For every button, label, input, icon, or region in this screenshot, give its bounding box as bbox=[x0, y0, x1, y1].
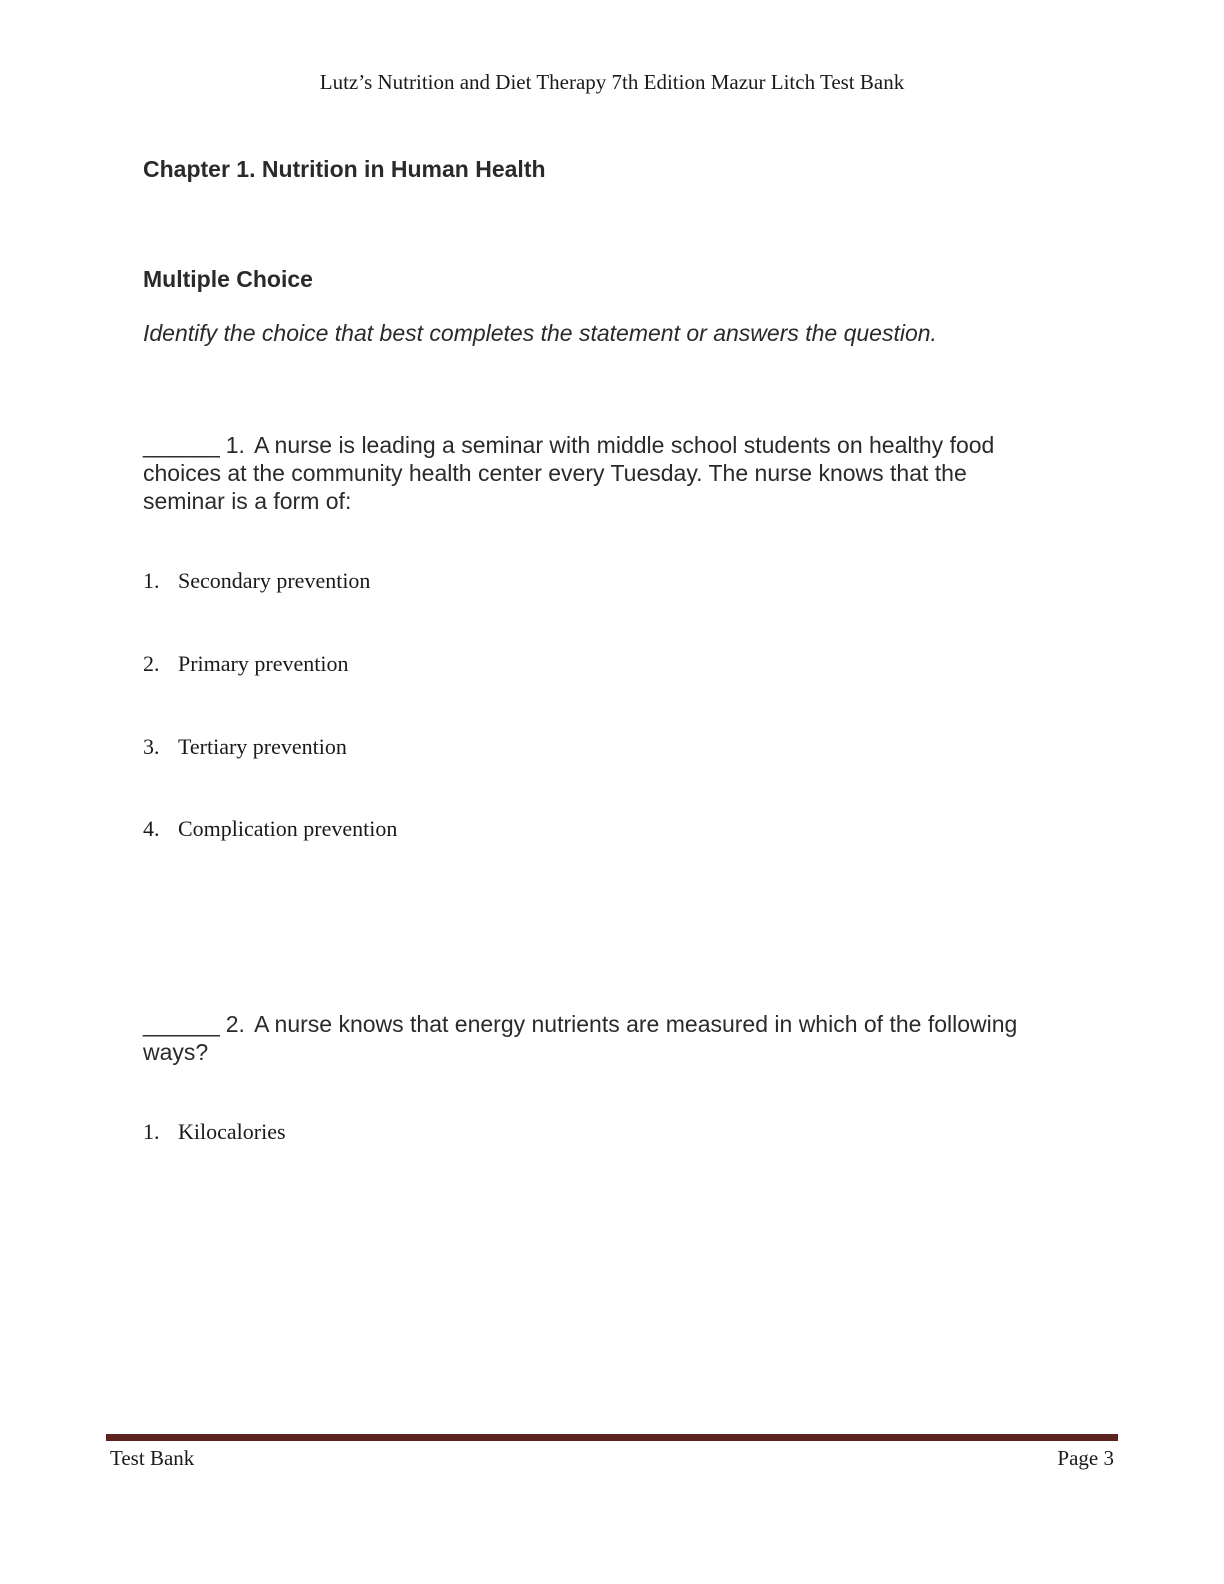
choice-number: 2. bbox=[143, 651, 160, 676]
choice-item bbox=[143, 816, 397, 842]
question-number: 2. bbox=[225, 1011, 245, 1037]
question-1 bbox=[143, 431, 1048, 515]
page-header: Lutz’s Nutrition and Diet Therapy 7th Edition Mazur Litch Test Bank bbox=[319, 70, 905, 94]
section-instructions: Identify the choice that best completes the statement or answers the question. bbox=[143, 320, 937, 346]
choice-text: Secondary prevention bbox=[178, 568, 371, 593]
choice-item bbox=[143, 568, 370, 594]
choice-number: 3. bbox=[143, 734, 160, 759]
choice-text: Primary prevention bbox=[178, 651, 349, 676]
chapter-title: Chapter 1. Nutrition in Human Health bbox=[143, 156, 546, 182]
question-2 bbox=[143, 1010, 1048, 1066]
choice-number: 1. bbox=[143, 1119, 160, 1144]
footer-rule bbox=[106, 1434, 1118, 1441]
question-text: A nurse knows that energy nutrients are measured in which of the following ways? bbox=[143, 1011, 1018, 1065]
choice-text: Tertiary prevention bbox=[178, 734, 347, 759]
question-number: 1. bbox=[225, 432, 245, 458]
choice-item bbox=[143, 734, 347, 760]
footer-label: Test Bank bbox=[110, 1446, 195, 1470]
choice-item bbox=[143, 1119, 286, 1145]
choice-number: 1. bbox=[143, 568, 160, 593]
choice-item bbox=[143, 651, 348, 677]
question-text: A nurse is leading a seminar with middle school students on healthy food choices at the community health center every Tuesday. The nurse knows that the seminar is a form of: bbox=[143, 432, 995, 514]
choice-text: Kilocalories bbox=[178, 1119, 286, 1144]
section-title: Multiple Choice bbox=[143, 266, 313, 292]
page-number: Page 3 bbox=[1057, 1446, 1114, 1470]
answer-blank: ______ bbox=[143, 432, 220, 458]
choice-text: Complication prevention bbox=[178, 816, 398, 841]
answer-blank: ______ bbox=[143, 1011, 220, 1037]
choice-number: 4. bbox=[143, 816, 160, 841]
